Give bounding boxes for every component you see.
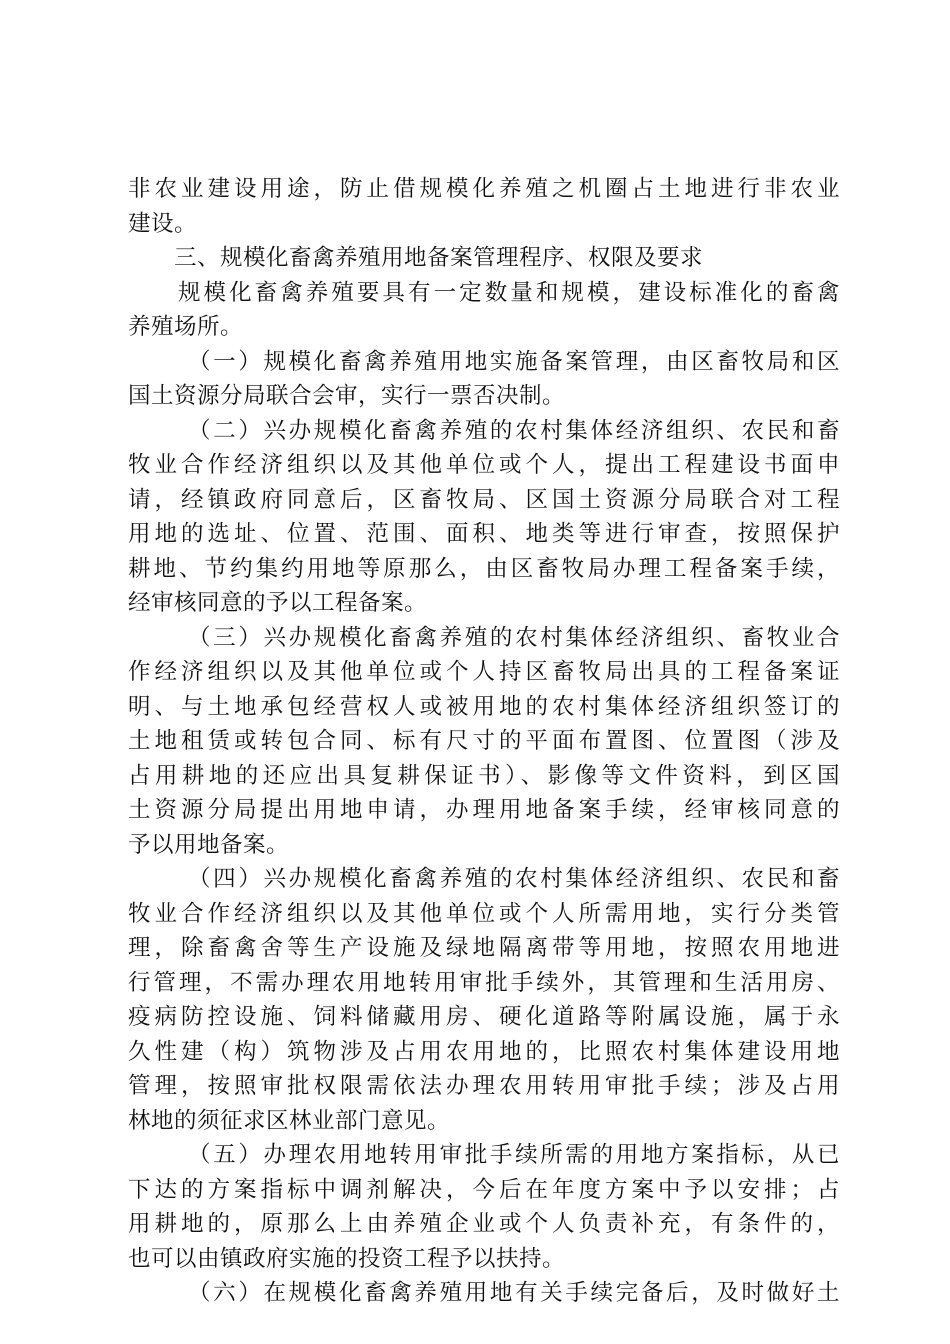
text-line: 土地租赁或转包合同、标有尺寸的平面布置图、位置图（涉及 [128,728,840,754]
text-line: 请，经镇政府同意后，区畜牧局、区国土资源分局联合对工程 [128,486,840,513]
text-line: 牧业合作经济组织以及其他单位或个人所需用地，实行分类管 [128,900,840,927]
text-line: 用耕地的，原那么上由养殖企业或个人负责补充，有条件的， [128,1211,840,1237]
text-line: 建设。 [128,210,198,237]
text-line: （三）兴办规模化畜禽养殖的农村集体经济组织、畜牧业合 [188,624,840,651]
text-line: 占用耕地的还应出具复耕保证书）、影像等文件资料，到区国 [128,762,840,789]
text-line: 行管理，不需办理农用地转用审批手续外，其管理和生活用房、 [128,969,840,996]
text-line: （六）在规模化畜禽养殖用地有关手续完备后，及时做好土 [188,1280,840,1306]
text-line: 耕地、节约集约用地等原那么，由区畜牧局办理工程备案手续， [128,555,840,582]
body-text [128,172,840,1311]
text-line: （一）规模化畜禽养殖用地实施备案管理，由区畜牧局和区 [188,348,840,375]
text-line: 也可以由镇政府实施的投资工程予以扶持。 [128,1245,566,1272]
section-heading: 三、规模化畜禽养殖用地备案管理程序、权限及要求 [174,245,704,271]
text-line: 管理，按照审批权限需依法办理农用转用审批手续；涉及占用 [128,1073,840,1099]
text-line: 养殖场所。 [128,314,244,340]
text-line: 疫病防控设施、饲料储藏用房、硬化道路等附属设施，属于永 [128,1004,840,1030]
text-line: 牧业合作经济组织以及其他单位或个人，提出工程建设书面申 [128,452,840,478]
text-line: 下达的方案指标中调剂解决，今后在年度方案中予以安排；占 [128,1176,840,1203]
text-line: 国土资源分局联合会审，实行一票否决制。 [128,383,566,409]
text-line: 久性建（构）筑物涉及占用农用地的，比照农村集体建设用地 [128,1038,840,1065]
text-line: 土资源分局提出用地申请，办理用地备案手续，经审核同意的 [128,797,840,823]
text-line: 用地的选址、位置、范围、面积、地类等进行审查，按照保护 [128,521,840,547]
text-line: （二）兴办规模化畜禽养殖的农村集体经济组织、农民和畜 [188,417,840,444]
text-line: 非农业建设用途，防止借规模化养殖之机圈占土地进行非农业 [128,176,840,202]
text-line: 作经济组织以及其他单位或个人持区畜牧局出具的工程备案证 [128,659,840,685]
text-line: 经审核同意的予以工程备案。 [128,590,428,616]
text-line: 规模化畜禽养殖要具有一定数量和规模，建设标准化的畜禽 [178,279,840,306]
text-line: （四）兴办规模化畜禽养殖的农村集体经济组织、农民和畜 [188,866,840,892]
text-line: 林地的须征求区林业部门意见。 [128,1107,451,1134]
text-line: 理，除畜禽舍等生产设施及绿地隔离带等用地，按照农用地进 [128,935,840,961]
text-line: 明、与土地承包经营权人或被用地的农村集体经济组织签订的 [128,693,840,720]
text-line: （五）办理农用地转用审批手续所需的用地方案指标，从已 [188,1142,840,1168]
text-line: 予以用地备案。 [128,831,290,858]
